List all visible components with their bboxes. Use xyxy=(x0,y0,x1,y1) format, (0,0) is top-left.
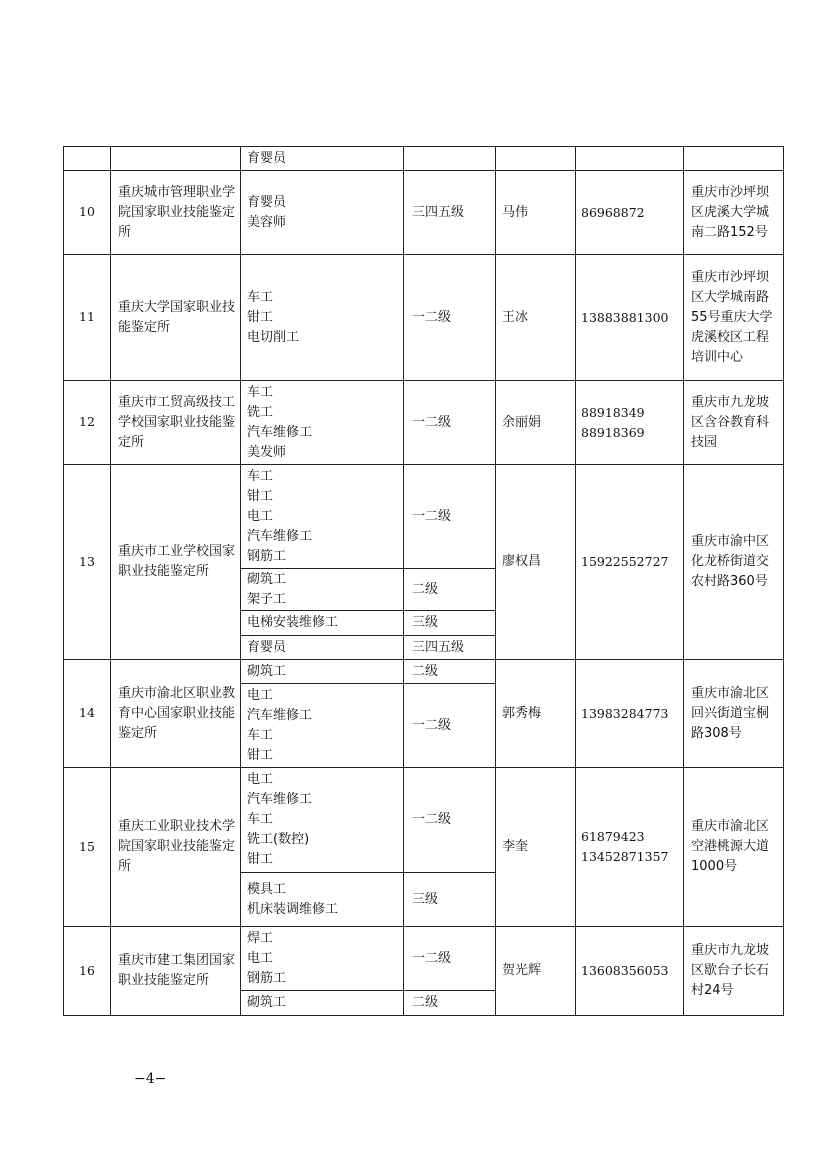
job-name: 砌筑工 xyxy=(247,663,287,679)
row-number: 14 xyxy=(79,705,95,720)
jobs-cell xyxy=(241,171,404,255)
contact-cell xyxy=(496,381,576,465)
number-cell xyxy=(64,465,111,660)
institute-name: 重庆市工业学校国家职业技能鉴定所 xyxy=(118,544,236,579)
number-cell xyxy=(64,927,111,1016)
job-name: 钳工 xyxy=(247,309,274,325)
institute-cell xyxy=(111,171,241,255)
job-name: 焊工 xyxy=(247,930,274,946)
institute-cell xyxy=(111,927,241,1016)
job-name: 钢筋工 xyxy=(247,970,287,986)
institute-cell xyxy=(111,255,241,381)
contact-name: 马伟 xyxy=(502,204,529,220)
level-text: 一二级 xyxy=(412,414,452,430)
job-name: 车工 xyxy=(247,727,274,743)
job-name: 美容师 xyxy=(247,214,287,230)
number-cell xyxy=(64,171,111,255)
jobs-cell xyxy=(241,465,404,569)
number-cell xyxy=(64,768,111,927)
job-name: 汽车维修工 xyxy=(247,528,313,544)
phone-number: 13983284773 xyxy=(581,705,669,721)
level-cell xyxy=(404,684,496,768)
institute-cell xyxy=(111,381,241,465)
job-name: 钳工 xyxy=(247,852,274,867)
contact-cell xyxy=(496,147,576,171)
phone-number: 88918369 xyxy=(581,424,645,440)
job-name: 钳工 xyxy=(247,747,274,763)
level-text: 一二级 xyxy=(412,508,452,524)
jobs-cell xyxy=(241,381,404,465)
institute-name: 重庆市渝北区职业教育中心国家职业技能鉴定所 xyxy=(118,685,236,741)
job-name: 电切削工 xyxy=(247,329,300,345)
contact-cell xyxy=(496,927,576,1016)
table-row xyxy=(64,660,784,684)
page-number: −4− xyxy=(134,1071,167,1087)
number-cell xyxy=(64,381,111,465)
row-number: 10 xyxy=(79,204,95,219)
institute-cell xyxy=(111,465,241,660)
appraisal-institutes-table xyxy=(63,146,784,1016)
level-text: 一二级 xyxy=(412,717,452,733)
phone-number: 61879423 xyxy=(581,829,645,844)
address-cell xyxy=(684,465,784,660)
phone-cell xyxy=(576,660,684,768)
institute-name: 重庆城市管理职业学院国家职业技能鉴定所 xyxy=(118,184,236,240)
phone-cell xyxy=(576,927,684,1016)
level-cell xyxy=(404,873,496,927)
phone-number: 86968872 xyxy=(581,204,645,220)
level-cell xyxy=(404,991,496,1016)
contact-cell xyxy=(496,465,576,660)
address-cell xyxy=(684,768,784,927)
jobs-cell xyxy=(241,255,404,381)
jobs-cell xyxy=(241,768,404,873)
level-cell xyxy=(404,636,496,660)
institute-name: 重庆大学国家职业技能鉴定所 xyxy=(118,299,236,335)
job-name: 钢筋工 xyxy=(247,548,287,564)
address-text: 重庆市沙坪坝区虎溪大学城南二路152号 xyxy=(691,184,770,240)
address-text: 重庆市渝北区空港桃源大道1000号 xyxy=(691,819,770,874)
row-number: 16 xyxy=(79,962,95,978)
phone-cell xyxy=(576,255,684,381)
contact-cell xyxy=(496,768,576,927)
address-cell xyxy=(684,660,784,768)
level-text: 一二级 xyxy=(412,309,452,325)
jobs-cell xyxy=(241,684,404,768)
job-name: 汽车维修工 xyxy=(247,424,313,440)
address-cell xyxy=(684,255,784,381)
row-number: 11 xyxy=(79,309,95,324)
address-cell xyxy=(684,381,784,465)
institute-cell xyxy=(111,660,241,768)
job-name: 车工 xyxy=(247,812,274,827)
job-name: 铣工(数控) xyxy=(247,832,310,847)
institute-name: 重庆市建工集团国家职业技能鉴定所 xyxy=(118,953,236,988)
jobs-cell xyxy=(241,569,404,611)
job-name: 车工 xyxy=(247,289,274,305)
table-row xyxy=(64,768,784,873)
institute-name: 重庆市工贸高级技工学校国家职业技能鉴定所 xyxy=(118,394,236,450)
level-cell xyxy=(404,381,496,465)
jobs-cell xyxy=(241,991,404,1016)
number-cell xyxy=(64,660,111,768)
job-name: 汽车维修工 xyxy=(247,792,313,807)
phone-cell xyxy=(576,171,684,255)
number-cell xyxy=(64,255,111,381)
level-text: 三四五级 xyxy=(412,204,465,220)
contact-name: 余丽娟 xyxy=(502,414,542,430)
phone-cell xyxy=(576,465,684,660)
job-name: 育婴员 xyxy=(247,150,287,166)
level-cell xyxy=(404,569,496,611)
row-number: 13 xyxy=(79,553,95,569)
contact-cell xyxy=(496,660,576,768)
level-cell xyxy=(404,611,496,636)
level-text: 一二级 xyxy=(412,812,452,827)
level-text: 三级 xyxy=(412,891,439,907)
level-cell xyxy=(404,927,496,991)
phone-number: 13883881300 xyxy=(581,309,669,325)
institute-name: 重庆工业职业技术学院国家职业技能鉴定所 xyxy=(118,819,236,874)
job-name: 育婴员 xyxy=(247,639,287,655)
job-name: 电工 xyxy=(247,508,274,524)
level-cell xyxy=(404,255,496,381)
address-text: 重庆市渝北区回兴街道宝桐路308号 xyxy=(691,685,770,741)
job-name: 砌筑工 xyxy=(247,571,287,587)
job-name: 育婴员 xyxy=(247,194,287,210)
institute-cell xyxy=(111,147,241,171)
job-name: 模具工 xyxy=(247,881,287,897)
contact-name: 贺光辉 xyxy=(502,963,542,978)
level-text: 二级 xyxy=(412,995,439,1010)
phone-cell xyxy=(576,768,684,927)
job-name: 砌筑工 xyxy=(247,995,287,1010)
address-text: 重庆市九龙坡区歇台子长石村24号 xyxy=(691,943,770,998)
jobs-cell xyxy=(241,660,404,684)
address-cell xyxy=(684,927,784,1016)
job-name: 架子工 xyxy=(247,591,287,607)
address-text: 重庆市沙坪坝区大学城南路55号重庆大学虎溪校区工程培训中心 xyxy=(691,269,773,365)
table-row xyxy=(64,147,784,171)
jobs-cell xyxy=(241,147,404,171)
job-name: 车工 xyxy=(247,468,274,484)
contact-cell xyxy=(496,171,576,255)
job-name: 机床装调维修工 xyxy=(247,901,339,917)
row-number: 12 xyxy=(79,414,95,429)
address-text: 重庆市九龙坡区含谷教育科技园 xyxy=(691,394,770,450)
table-row xyxy=(64,927,784,991)
address-cell xyxy=(684,147,784,171)
job-name: 钳工 xyxy=(247,488,274,504)
phone-number: 13452871357 xyxy=(581,849,669,864)
level-text: 二级 xyxy=(412,663,439,679)
phone-number: 13608356053 xyxy=(581,963,669,978)
table-row xyxy=(64,381,784,465)
table-row xyxy=(64,255,784,381)
job-name: 车工 xyxy=(247,384,274,400)
number-cell xyxy=(64,147,111,171)
job-name: 电梯安装维修工 xyxy=(247,615,339,630)
job-name: 电工 xyxy=(247,687,274,703)
contact-cell xyxy=(496,255,576,381)
level-text: 二级 xyxy=(412,581,439,597)
level-cell xyxy=(404,768,496,873)
jobs-cell xyxy=(241,873,404,927)
level-cell xyxy=(404,660,496,684)
job-name: 汽车维修工 xyxy=(247,707,313,723)
jobs-cell xyxy=(241,927,404,991)
job-name: 电工 xyxy=(247,772,274,787)
level-text: 三四五级 xyxy=(412,639,465,655)
row-number: 15 xyxy=(79,838,95,854)
job-name: 美发师 xyxy=(247,444,287,460)
jobs-cell xyxy=(241,611,404,636)
level-cell xyxy=(404,171,496,255)
table-row xyxy=(64,171,784,255)
level-cell xyxy=(404,147,496,171)
level-text: 三级 xyxy=(412,615,439,630)
phone-cell xyxy=(576,381,684,465)
institute-cell xyxy=(111,768,241,927)
address-text: 重庆市渝中区化龙桥街道交农村路360号 xyxy=(691,534,770,589)
phone-cell xyxy=(576,147,684,171)
address-cell xyxy=(684,171,784,255)
contact-name: 郭秀梅 xyxy=(502,705,542,721)
job-name: 铣工 xyxy=(247,404,274,420)
contact-name: 李奎 xyxy=(502,839,529,854)
table-row xyxy=(64,465,784,569)
level-cell xyxy=(404,465,496,569)
job-name: 电工 xyxy=(247,950,274,966)
jobs-cell xyxy=(241,636,404,660)
phone-number: 15922552727 xyxy=(581,554,669,569)
contact-name: 王冰 xyxy=(502,309,529,325)
level-text: 一二级 xyxy=(412,950,452,966)
contact-name: 廖权昌 xyxy=(502,554,542,569)
phone-number: 88918349 xyxy=(581,404,645,420)
